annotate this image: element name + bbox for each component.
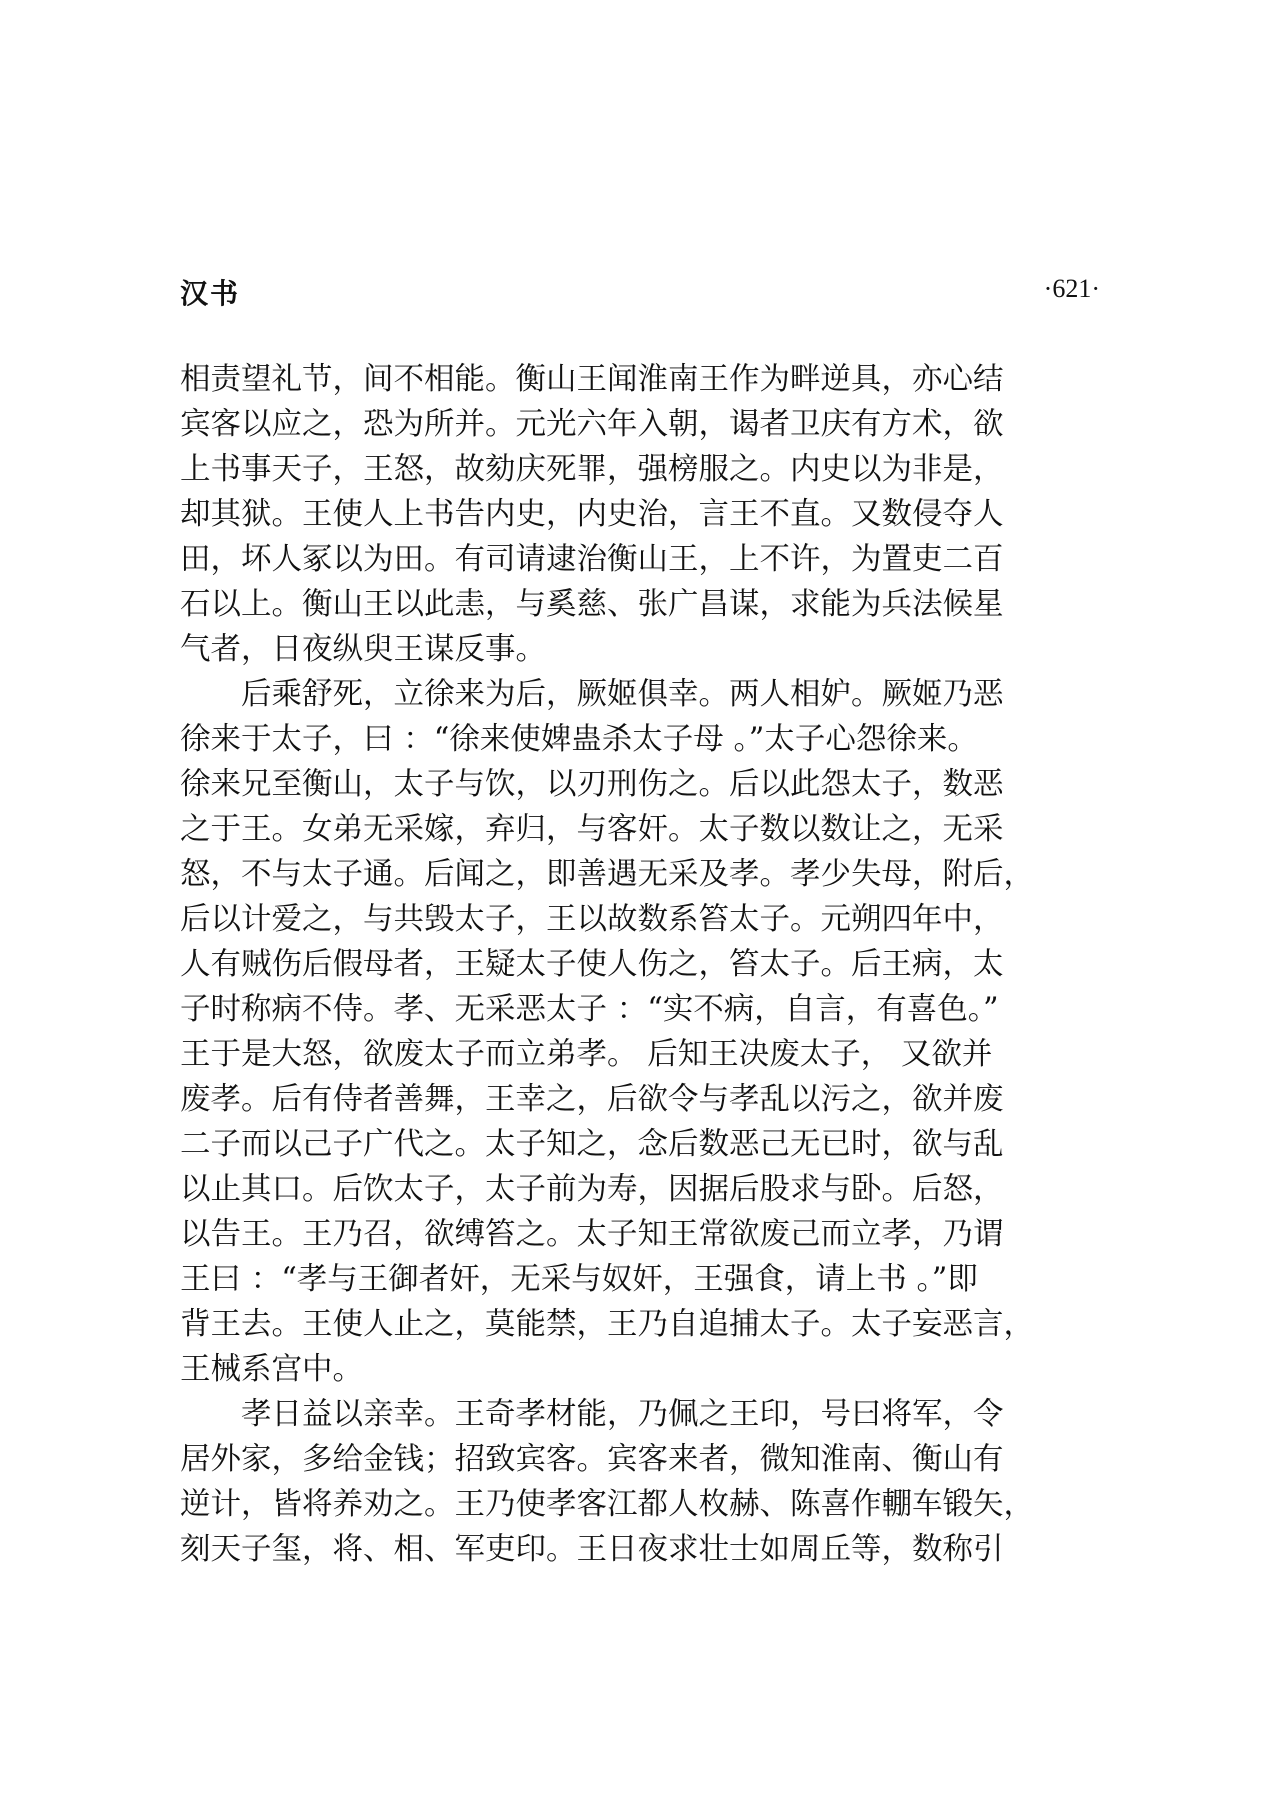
text-line: 背王去。王使人止之，莫能禁，王乃自追捕太子。太子妄恶言， xyxy=(180,1307,1034,1342)
text-line: 王械系宫中。 xyxy=(180,1352,363,1387)
page-header xyxy=(180,272,1100,312)
text-line: 以止其口。后饮太子，太子前为寿，因据后股求与卧。后怒， xyxy=(180,1172,1004,1207)
text-line: 之于王。女弟无采嫁，弃归，与客奸。太子数以数让之，无采 xyxy=(180,812,1004,847)
text-line: 后以计爱之，与共毁太子，王以故数系笞太子。元朔四年中， xyxy=(180,902,1004,937)
page-number: ·621· xyxy=(1043,274,1100,303)
text-line: 怒，不与太子通。后闻之，即善遇无采及孝。孝少失母，附后， xyxy=(180,857,1034,892)
text-line: 宾客以应之，恐为所并。元光六年入朝，谒者卫庆有方术，欲 xyxy=(180,407,1004,442)
text-line: 刻天子玺，将、相、军吏印。王日夜求壮士如周丘等，数称引 xyxy=(180,1532,1004,1567)
text-line: 徐来于太子，曰 ：“徐来使婢蛊杀太子母 。”太子心怨徐来。 xyxy=(180,722,978,757)
text-line: 后乘舒死，立徐来为后，厥姬俱幸。两人相妒。厥姬乃恶 xyxy=(180,677,1004,712)
text-line: 石以上。衡山王以此恚，与奚慈、张广昌谋，求能为兵法候星 xyxy=(180,587,1004,622)
text-line: 气者，日夜纵臾王谋反事。 xyxy=(180,632,546,667)
body-text xyxy=(180,357,1100,1572)
text-line: 王于是大怒，欲废太子而立弟孝。 后知王决废太子， 又欲并 xyxy=(180,1037,993,1072)
text-line: 相责望礼节，间不相能。衡山王闻淮南王作为畔逆具，亦心结 xyxy=(180,362,1004,397)
text-line: 孝日益以亲幸。王奇孝材能，乃佩之王印，号曰将军，令 xyxy=(180,1397,1004,1432)
text-line: 废孝。后有侍者善舞，王幸之，后欲令与孝乱以污之，欲并废 xyxy=(180,1082,1004,1117)
book-title: 汉书 xyxy=(180,277,241,310)
text-line: 王曰 ：“孝与王御者奸，无采与奴奸，王强食，请上书 。”即 xyxy=(180,1262,978,1297)
text-line: 子时称病不侍。孝、无采恶太子 ：“实不病，自言，有喜色。” xyxy=(180,992,999,1027)
text-line: 居外家，多给金钱；招致宾客。宾客来者，微知淮南、衡山有 xyxy=(180,1442,1004,1477)
text-line: 徐来兄至衡山，太子与饮，以刃刑伤之。后以此怨太子，数恶 xyxy=(180,767,1004,802)
text-line: 上书事天子，王怒，故劾庆死罪，强榜服之。内史以为非是， xyxy=(180,452,1004,487)
text-line: 人有贼伤后假母者，王疑太子使人伤之，笞太子。后王病，太 xyxy=(180,947,1004,982)
text-line: 却其狱。王使人上书告内史，内史治，言王不直。又数侵夺人 xyxy=(180,497,1004,532)
text-line: 以告王。王乃召，欲缚笞之。太子知王常欲废己而立孝，乃谓 xyxy=(180,1217,1004,1252)
text-line: 逆计，皆将养劝之。王乃使孝客江都人枚赫、陈喜作輣车锻矢， xyxy=(180,1487,1034,1522)
text-line: 二子而以己子广代之。太子知之，念后数恶己无已时，欲与乱 xyxy=(180,1127,1004,1162)
text-line: 田，坏人冢以为田。有司请逮治衡山王，上不许，为置吏二百 xyxy=(180,542,1004,577)
